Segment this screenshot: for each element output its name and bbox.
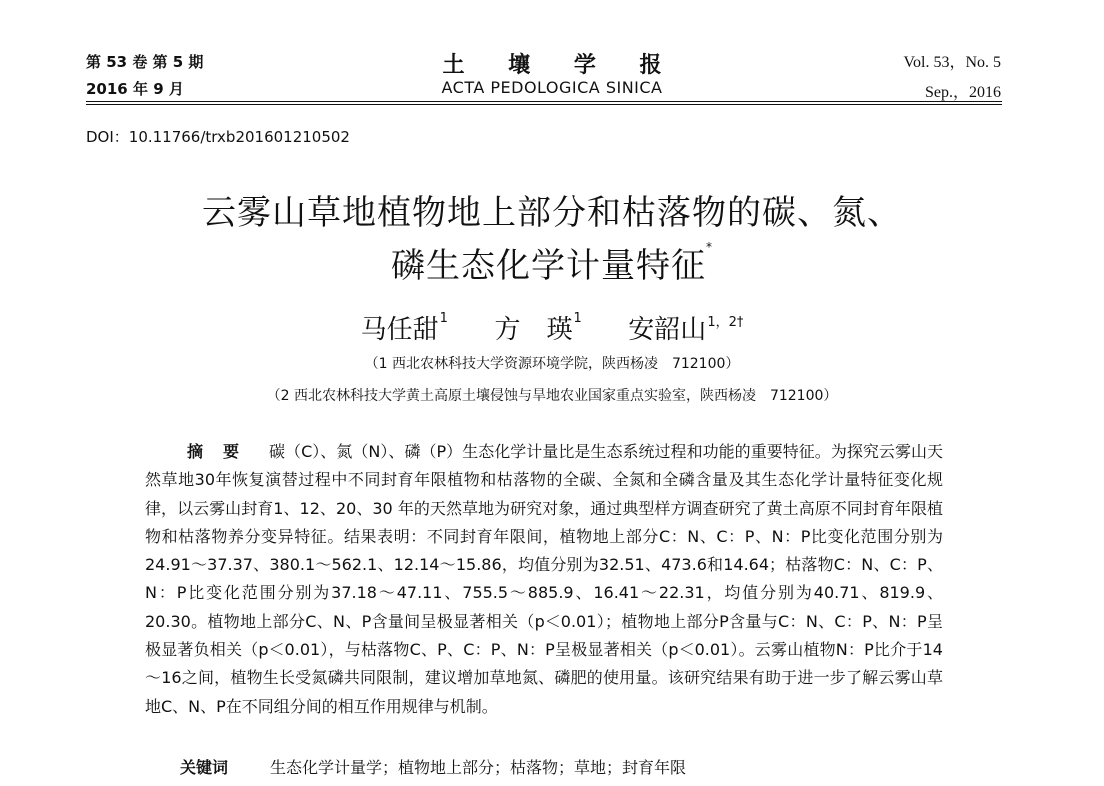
volume-issue-en: Vol. 53，No. 5 — [903, 54, 1001, 71]
date-cn: 2016 年 9 月 — [86, 80, 184, 98]
keywords-text: 生态化学计量学；植物地上部分；枯落物；草地；封育年限 — [270, 758, 687, 777]
author-3: 安韶山$^{1,2\dagger}$ — [628, 315, 744, 345]
author-2: 方 瑛$^1$ — [494, 311, 582, 345]
affiliation-1: （1 西北农林科技大学资源环境学院，陕西杨凌 712100） — [364, 356, 740, 372]
author-1: 马任甜$^1$ — [360, 311, 448, 345]
abstract-label: 摘要 — [187, 442, 260, 461]
doi: DOI：10.11766/trxb201601210502 — [86, 128, 350, 146]
header-rule-bottom — [86, 104, 1002, 105]
date-en: Sep.，2016 — [924, 84, 1001, 101]
keywords — [180, 755, 686, 778]
keywords-label: 关键词 — [180, 758, 229, 777]
journal-title-cn: 土 壤 学 报 — [442, 53, 680, 78]
paper-title-line2 — [0, 238, 1104, 287]
paper-title-line1: 云雾山草地植物地上部分和枯落物的碳、氮、 — [202, 193, 902, 233]
affiliation-2: （2 西北农林科技大学黄土高原土壤侵蚀与旱地农业国家重点实验室，陕西杨凌 712100） — [266, 388, 838, 404]
header-rule-top — [86, 101, 1002, 102]
abstract — [145, 438, 943, 721]
author-list — [0, 309, 1104, 346]
journal-title-en: ACTA PEDOLOGICA SINICA — [441, 78, 663, 97]
paper-title-line2-text: 磷生态化学计量特征 — [391, 246, 706, 286]
abstract-text: 碳（C）、氮（N）、磷（P）生态化学计量比是生态系统过程和功能的重要特征。为探究云雾山天然草地30年恢复演替过程中不同封育年限植物和枯落物的全碳、全氮和全磷含量及其生态化学计量特征变化规律，以云雾山封育1、12、20、30 年的天然草地为研究对象，通过典型样方调查研究了黄土高原不同封育年限植物和枯落物养分变异特征。结果表明：不同封育年限间，植物地上部分C：N、C：P、N：P比变化范围分别为24.91～37.37、380.1～562.1、12.14～15.86，均值分别为32.51、473.6和14.64；枯落物C：N、C：P、N：P比变化范围分别为37.18～47.11、755.5～885.9、16.41～22.31，均值分别为40.71、819.9、20.30。植物地上部分C、N、P含量间呈极显著相关（p＜0.01）；植物地上部分P含量与C：N、C：P、N：P呈极显著负相关（p＜0.01），与枯落物C、P、C：P、N：P呈极显著相关（p＜0.01）。云雾山植物N：P比介于14～16之间，植物生长受氮磷共同限制，建议增加草地氮、磷肥的使用量。该研究结果有助于进一步了解云雾山草地C、N、P在不同组分间的相互作用规律与机制。 — [145, 442, 943, 716]
title-footnote-mark: * — [706, 240, 713, 254]
volume-issue-cn: 第 53 卷 第 5 期 — [86, 53, 204, 71]
